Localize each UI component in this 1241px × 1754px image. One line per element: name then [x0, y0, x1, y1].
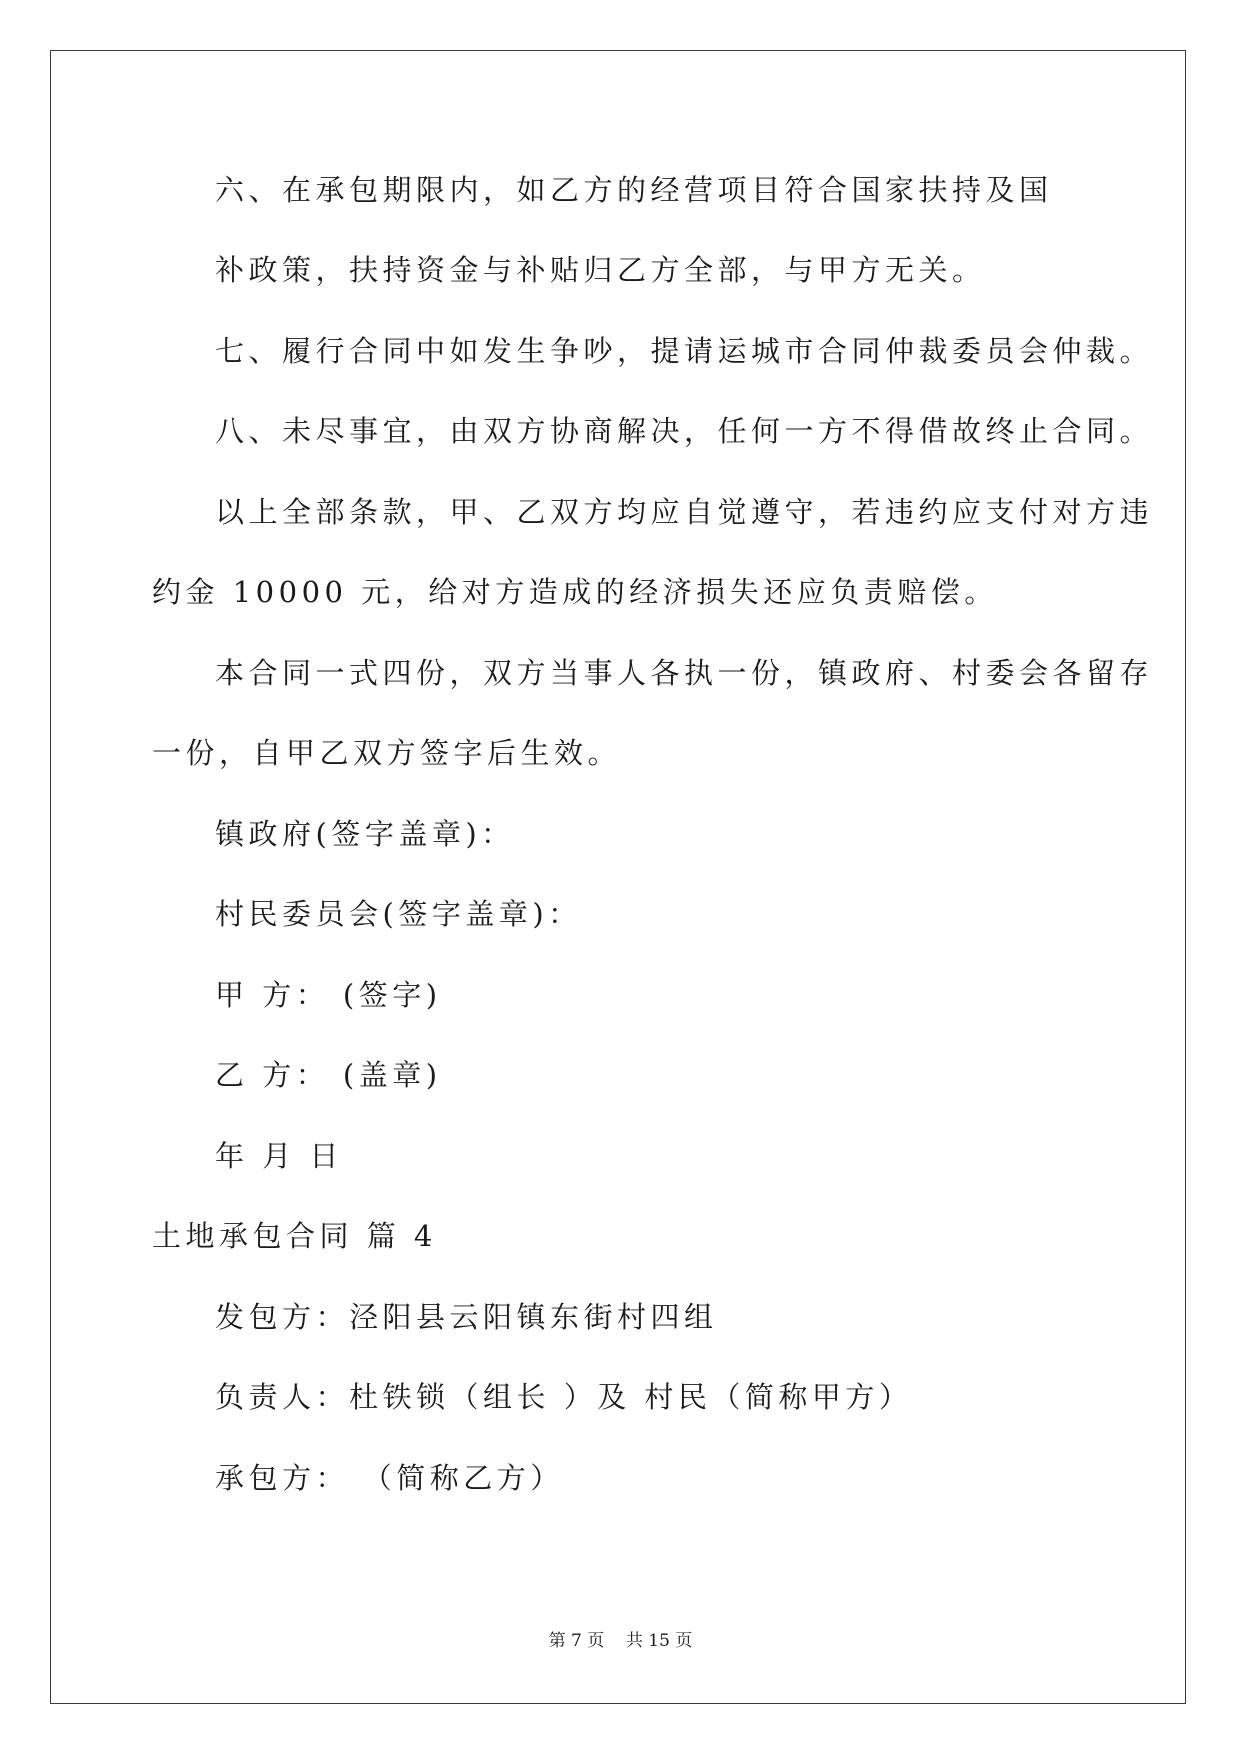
clause-6-line-2: 补政策，扶持资金与补贴归乙方全部，与甲方无关。	[215, 253, 986, 287]
party-a-signature: 甲 方： (签字)	[215, 978, 442, 1012]
penalty-clause-line-1: 以上全部条款，甲、乙双方均应自觉遵守，若违约应支付对方违	[215, 495, 1154, 529]
responsible-person: 负责人：杜铁锁（组长 ）及 村民（简称甲方）	[215, 1380, 913, 1414]
penalty-clause-line-2: 约金 10000 元，给对方造成的经济损失还应负责赔偿。	[152, 575, 998, 609]
section-heading: 土地承包合同 篇 4	[152, 1219, 437, 1253]
clause-6-line-1: 六、在承包期限内，如乙方的经营项目符合国家扶持及国	[215, 173, 1053, 207]
page-border	[50, 50, 1186, 1704]
copies-clause-line-1: 本合同一式四份，双方当事人各执一份，镇政府、村委会各留存	[215, 656, 1154, 690]
copies-clause-line-2: 一份，自甲乙双方签字后生效。	[152, 736, 622, 770]
town-government-signature: 镇政府(签字盖章)：	[215, 817, 515, 851]
clause-8: 八、未尽事宜，由双方协商解决，任何一方不得借故终止合同。	[215, 414, 1154, 448]
date-line: 年 月 日	[215, 1139, 343, 1173]
page-number: 第 7 页 共 15 页	[548, 1631, 693, 1651]
party-b-seal: 乙 方： (盖章)	[215, 1058, 442, 1092]
contractor-issuer: 发包方：泾阳县云阳镇东街村四组	[215, 1300, 718, 1334]
contractee: 承包方： （简称乙方）	[215, 1461, 564, 1495]
clause-7: 七、履行合同中如发生争吵，提请运城市合同仲裁委员会仲裁。	[215, 334, 1154, 368]
village-committee-signature: 村民委员会(签字盖章)：	[215, 897, 582, 931]
